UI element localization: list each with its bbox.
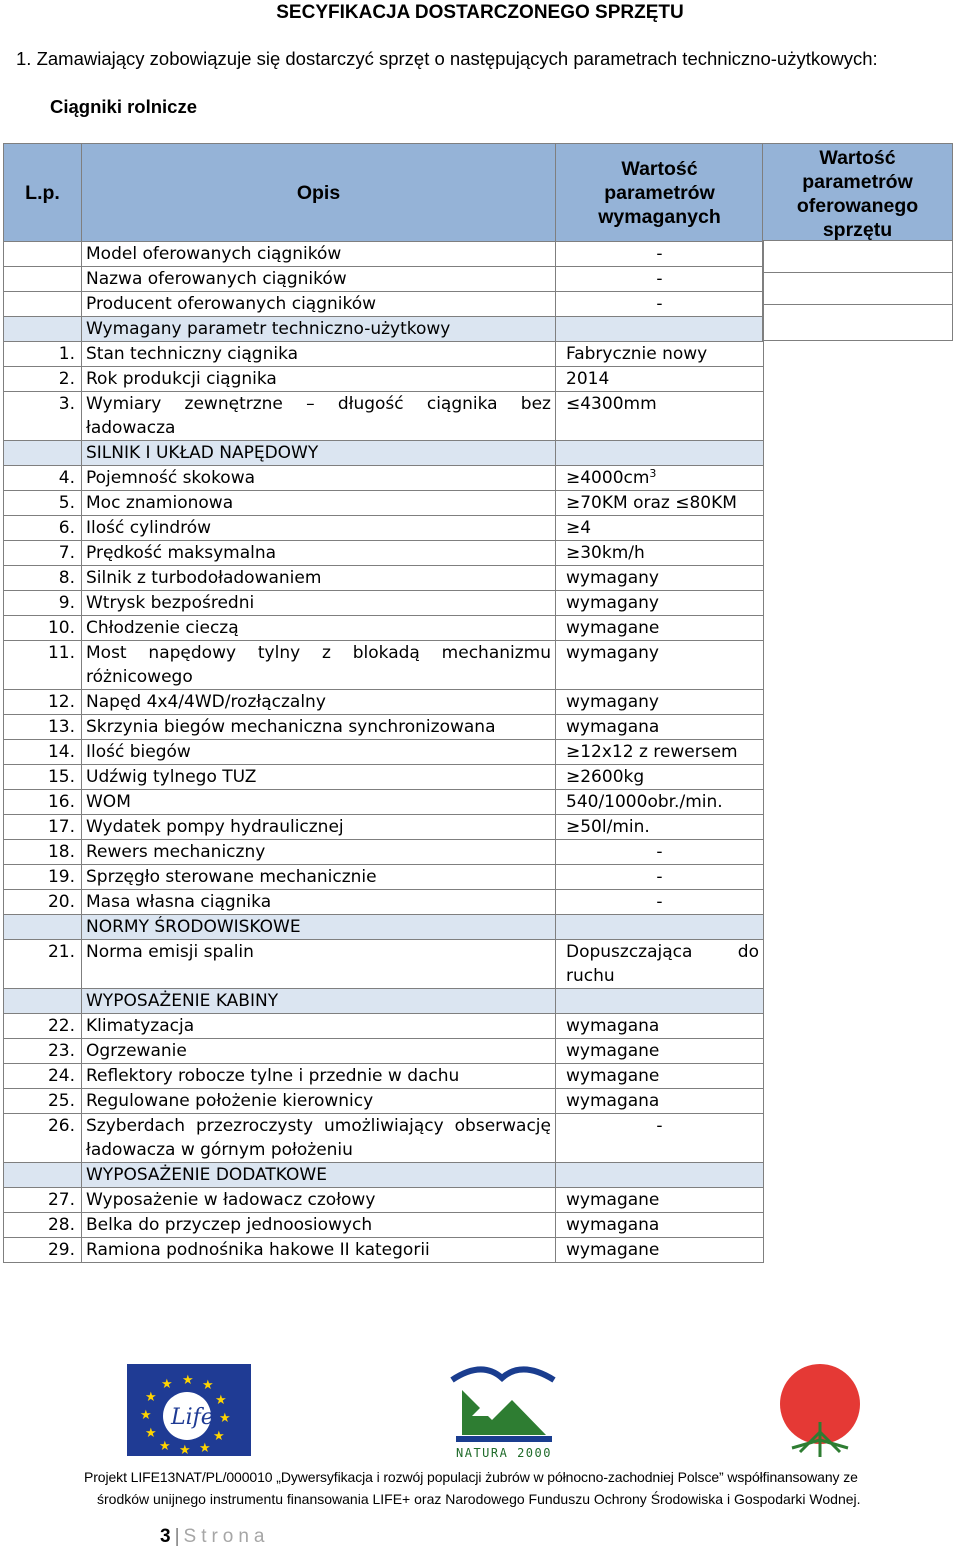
header-wymagane: Wartość parametrów wymaganych [556, 144, 764, 242]
table-row [4, 267, 764, 292]
table-row [4, 541, 764, 566]
row-value: wymagane [556, 1039, 764, 1064]
row-number: 23. [4, 1039, 82, 1064]
logos-bar [0, 1360, 960, 1470]
table-row [4, 342, 764, 367]
svg-text:★: ★ [202, 1378, 214, 1393]
row-value: ≥50l/min. [556, 815, 764, 840]
row-opis: WOM [82, 790, 556, 815]
row-opis: Reflektory robocze tylne i przednie w dachu [82, 1064, 556, 1089]
table-row [4, 890, 764, 915]
svg-text:★: ★ [215, 1393, 227, 1408]
row-value: - [556, 242, 764, 267]
table-row [4, 591, 764, 616]
row-value: ≥4 [556, 516, 764, 541]
row-value: ≥2600kg [556, 765, 764, 790]
row-opis: Ogrzewanie [82, 1039, 556, 1064]
row-number: 26. [4, 1114, 82, 1163]
row-value: - [556, 865, 764, 890]
section-label: SILNIK I UKŁAD NAPĘDOWY [82, 441, 556, 466]
row-number: 5. [4, 491, 82, 516]
row-number: 8. [4, 566, 82, 591]
row-opis: Pojemność skokowa [82, 466, 556, 491]
row-value: ≤4300mm [556, 392, 764, 441]
row-opis: Sprzęgło sterowane mechanicznie [82, 865, 556, 890]
row-opis: Skrzynia biegów mechaniczna synchronizowana [82, 715, 556, 740]
svg-text:★: ★ [161, 1377, 173, 1392]
row-number: 10. [4, 616, 82, 641]
row-opis: Most napędowy tylny z blokadą mechanizmu różnicowego [82, 641, 556, 690]
row-opis: Rok produkcji ciągnika [82, 367, 556, 392]
section-label: NORMY ŚRODOWISKOWE [82, 915, 556, 940]
row-number: 28. [4, 1213, 82, 1238]
row-opis: Prędkość maksymalna [82, 541, 556, 566]
svg-text:★: ★ [213, 1429, 225, 1444]
row-value: Fabrycznie nowy [556, 342, 764, 367]
svg-text:★: ★ [145, 1390, 157, 1405]
row-opis: Ilość cylindrów [82, 516, 556, 541]
table-row [4, 1114, 764, 1163]
row-value: - [556, 267, 764, 292]
eu-life-logo [127, 1364, 251, 1456]
row-value: ≥30km/h [556, 541, 764, 566]
row-value: 540/1000obr./min. [556, 790, 764, 815]
header-oferowane: Wartość parametrów oferowanego sprzętu [762, 143, 953, 241]
row-opis: Masa własna ciągnika [82, 890, 556, 915]
row-value: - [556, 840, 764, 865]
table-row [4, 641, 764, 690]
document-title: SECYFIKACJA DOSTARCZONEGO SPRZĘTU [276, 2, 684, 23]
row-number: 2. [4, 367, 82, 392]
table-row [4, 466, 764, 491]
table-row [4, 765, 764, 790]
row-value: wymagany [556, 591, 764, 616]
row-number: 24. [4, 1064, 82, 1089]
row-number: 20. [4, 890, 82, 915]
natura-wordmark: NATURA 2000 [456, 1446, 552, 1460]
row-number: 11. [4, 641, 82, 690]
svg-text:★: ★ [219, 1411, 231, 1426]
row-value: - [556, 890, 764, 915]
table-row [4, 616, 764, 641]
row-number: 6. [4, 516, 82, 541]
row-number: 25. [4, 1089, 82, 1114]
row-value: wymagana [556, 1014, 764, 1039]
offered-cell [762, 241, 953, 273]
row-opis: Wymiary zewnętrzne – długość ciągnika bez ładowacza [82, 392, 556, 441]
row-number: 3. [4, 392, 82, 441]
section-row [4, 915, 764, 940]
row-opis: Wyposażenie w ładowacz czołowy [82, 1188, 556, 1213]
table-row [4, 790, 764, 815]
row-value: wymagana [556, 1089, 764, 1114]
header-opis: Opis [82, 144, 556, 242]
footer-project-line2: środków unijnego instrumentu finansowania LIFE+ oraz Narodowego Funduszu Ochrony Środowiska i Gospodarki Wodnej. [97, 1491, 861, 1507]
natura-2000-logo [442, 1360, 566, 1460]
row-number: 4. [4, 466, 82, 491]
table-row [4, 690, 764, 715]
row-opis: Ramiona podnośnika hakowe II kategorii [82, 1238, 556, 1263]
page-word: Strona [183, 1526, 270, 1547]
section-row [4, 441, 764, 466]
page-number [160, 1526, 270, 1548]
offered-cell [762, 305, 953, 341]
table-row [4, 1089, 764, 1114]
offered-cell [762, 273, 953, 305]
value-text: ≥4000cm [566, 468, 650, 488]
row-value: wymagane [556, 616, 764, 641]
section-label: Wymagany parametr techniczno-użytkowy [82, 317, 556, 342]
header-lp: L.p. [4, 144, 82, 242]
row-opis: Szyberdach przezroczysty umożliwiający obserwację ładowacza w górnym położeniu [82, 1114, 556, 1163]
page-separator: | [174, 1526, 180, 1547]
row-opis: Ilość biegów [82, 740, 556, 765]
row-value: Dopuszczająca do ruchu [556, 940, 764, 989]
row-number: 27. [4, 1188, 82, 1213]
row-value [556, 466, 764, 491]
table-row [4, 940, 764, 989]
table-row [4, 815, 764, 840]
footer-project-line1: Projekt LIFE13NAT/PL/000010 „Dywersyfikacja i rozwój populacji żubrów w północno-zachodniej Polsce” współfinansowany ze [84, 1469, 858, 1485]
table-row [4, 566, 764, 591]
section-row [4, 989, 764, 1014]
row-value: wymagana [556, 1213, 764, 1238]
row-number: 18. [4, 840, 82, 865]
row-number: 9. [4, 591, 82, 616]
section-row [4, 1163, 764, 1188]
svg-text:★: ★ [182, 1373, 194, 1388]
row-value: ≥12x12 z rewersem [556, 740, 764, 765]
row-opis: Nazwa oferowanych ciągników [82, 267, 556, 292]
row-value: wymagana [556, 715, 764, 740]
row-number: 12. [4, 690, 82, 715]
row-opis: Napęd 4x4/4WD/rozłączalny [82, 690, 556, 715]
value-superscript: 3 [649, 467, 657, 480]
row-value: - [556, 1114, 764, 1163]
row-opis: Klimatyzacja [82, 1014, 556, 1039]
row-number: 1. [4, 342, 82, 367]
table-row [4, 740, 764, 765]
section-label: WYPOSAŻENIE KABINY [82, 989, 556, 1014]
svg-text:★: ★ [159, 1439, 171, 1454]
table-row [4, 1064, 764, 1089]
row-number: 17. [4, 815, 82, 840]
row-opis: Wydatek pompy hydraulicznej [82, 815, 556, 840]
table-row [4, 491, 764, 516]
row-value: wymagane [556, 1188, 764, 1213]
table-row [4, 865, 764, 890]
section-row [4, 317, 764, 342]
row-opis: Chłodzenie cieczą [82, 616, 556, 641]
table-row [4, 292, 764, 317]
row-number: 15. [4, 765, 82, 790]
table-row [4, 242, 764, 267]
table-row [4, 1039, 764, 1064]
row-opis: Producent oferowanych ciągników [82, 292, 556, 317]
section-label: WYPOSAŻENIE DODATKOWE [82, 1163, 556, 1188]
specification-table [3, 143, 764, 1263]
row-opis: Rewers mechaniczny [82, 840, 556, 865]
svg-text:★: ★ [145, 1426, 157, 1441]
row-value: ≥70KM oraz ≤80KM [556, 491, 764, 516]
row-value: wymagane [556, 1064, 764, 1089]
svg-text:★: ★ [140, 1408, 152, 1423]
row-opis: Udźwig tylnego TUZ [82, 765, 556, 790]
row-value: wymagany [556, 690, 764, 715]
row-value: - [556, 292, 764, 317]
life-wordmark: Life [171, 1405, 214, 1430]
table-row [4, 1213, 764, 1238]
row-value: wymagane [556, 1238, 764, 1263]
row-opis: Moc znamionowa [82, 491, 556, 516]
row-number: 7. [4, 541, 82, 566]
row-opis: Silnik z turbodoładowaniem [82, 566, 556, 591]
table-row [4, 516, 764, 541]
section-subtitle: Ciągniki rolnicze [50, 96, 198, 117]
svg-text:★: ★ [179, 1443, 191, 1456]
svg-text:★: ★ [199, 1441, 211, 1456]
page-number-value: 3 [160, 1526, 171, 1547]
row-number: 16. [4, 790, 82, 815]
row-value: 2014 [556, 367, 764, 392]
row-number: 21. [4, 940, 82, 989]
row-opis: Regulowane położenie kierownicy [82, 1089, 556, 1114]
table-row [4, 1188, 764, 1213]
row-opis: Stan techniczny ciągnika [82, 342, 556, 367]
row-number: 14. [4, 740, 82, 765]
row-opis: Model oferowanych ciągników [82, 242, 556, 267]
table-row [4, 1238, 764, 1263]
row-value: wymagany [556, 566, 764, 591]
intro-text: 1. Zamawiający zobowiązuje się dostarczyć sprzęt o następujących parametrach techniczno-użytkowych: [16, 48, 878, 69]
offered-values-column [762, 143, 953, 341]
nfosigw-logo [770, 1362, 870, 1462]
row-number: 22. [4, 1014, 82, 1039]
table-row [4, 392, 764, 441]
row-value: wymagany [556, 641, 764, 690]
row-opis: Norma emisji spalin [82, 940, 556, 989]
row-number: 19. [4, 865, 82, 890]
row-opis: Wtrysk bezpośredni [82, 591, 556, 616]
table-row [4, 367, 764, 392]
row-opis: Belka do przyczep jednoosiowych [82, 1213, 556, 1238]
table-row [4, 1014, 764, 1039]
table-row [4, 840, 764, 865]
row-number: 13. [4, 715, 82, 740]
row-number: 29. [4, 1238, 82, 1263]
table-row [4, 715, 764, 740]
